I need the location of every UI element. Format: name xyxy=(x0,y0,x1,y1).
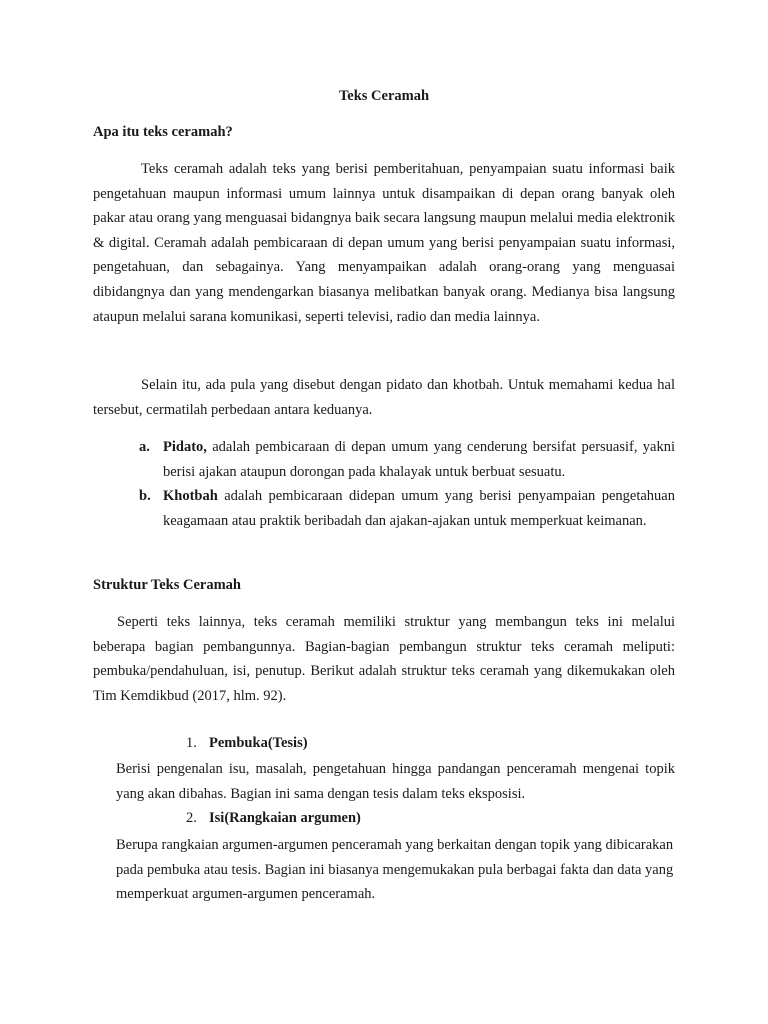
item-text-isi: Berupa rangkaian argumen-argumen penceramah yang berkaitan dengan topik yang dibicarakan pada pembuka atau tesis. Bagian ini biasanya mengemukakan pula berbagai fakta dan data yang memperkuat argumen-argumen penceramah. xyxy=(116,837,674,903)
item-text-pembuka: Berisi pengenalan isu, masalah, pengetahuan hingga pandangan penceramah mengenai topik yang akan dibahas. Bagian ini sama dengan tesis dalam teks eksposisi. xyxy=(116,761,675,802)
list-marker: b. xyxy=(139,488,151,505)
list-item-pidato xyxy=(93,435,675,484)
item-heading-pembuka: Pembuka(Tesis) xyxy=(209,735,308,751)
item-number: 1. xyxy=(186,735,197,751)
paragraph-pidato-khotbah-intro: Selain itu, ada pula yang disebut dengan pidato dan khotbah. Untuk memahami kedua hal tersebut, cermatilah perbedaan antara keduanya. xyxy=(93,377,675,418)
section-heading-struktur: Struktur Teks Ceramah xyxy=(93,577,241,593)
section-heading-apa-itu: Apa itu teks ceramah? xyxy=(93,124,233,140)
item-heading-isi: Isi(Rangkaian argumen) xyxy=(209,810,361,826)
document-title: Teks Ceramah xyxy=(338,88,430,104)
definition-pidato: adalah pembicaraan di depan umum yang cenderung bersifat persuasif, yakni berisi ajakan ataupun dorongan pada khalayak untuk berbuat sesuatu. xyxy=(163,439,675,480)
term-pidato: Pidato, xyxy=(163,439,207,455)
list-item-khotbah xyxy=(93,484,675,533)
item-number: 2. xyxy=(186,810,197,826)
list-pidato-khotbah xyxy=(93,435,675,533)
paragraph-definition: Teks ceramah adalah teks yang berisi pemberitahuan, penyampaian suatu informasi baik pengetahuan maupun informasi umum lainnya untuk disampaikan di depan orang banyak oleh pakar atau orang yang menguasai bidangnya baik secara langsung maupun melalui media elektronik & digital. Ceramah adalah pembicaraan di depan umum yang berisi penyampaian suatu informasi, pengetahuan, dan sebagainya. Yang menyampaikan adalah orang-orang yang menguasai dibidangnya dan yang mendengarkan biasanya melibatkan banyak orang. Medianya bisa langsung ataupun melalui sarana komunikasi, seperti televisi, radio dan media lainnya. xyxy=(93,161,675,325)
list-marker: a. xyxy=(139,439,150,455)
paragraph-struktur-intro: Seperti teks lainnya, teks ceramah memiliki struktur yang membangun teks ini melalui beberapa bagian pembangunnya. Bagian-bagian pembangun struktur teks ceramah meliputi: pembuka/pendahuluan, isi, penutup. Berikut adalah struktur teks ceramah yang dikemukakan oleh Tim Kemdikbud (2017, hlm. 92). xyxy=(93,614,675,704)
term-khotbah: Khotbah xyxy=(163,488,218,505)
definition-khotbah: adalah pembicaraan didepan umum yang berisi penyampaian pengetahuan keagamaan atau praktik beribadah dan ajakan-ajakan untuk memperkuat keimanan. xyxy=(163,488,675,529)
